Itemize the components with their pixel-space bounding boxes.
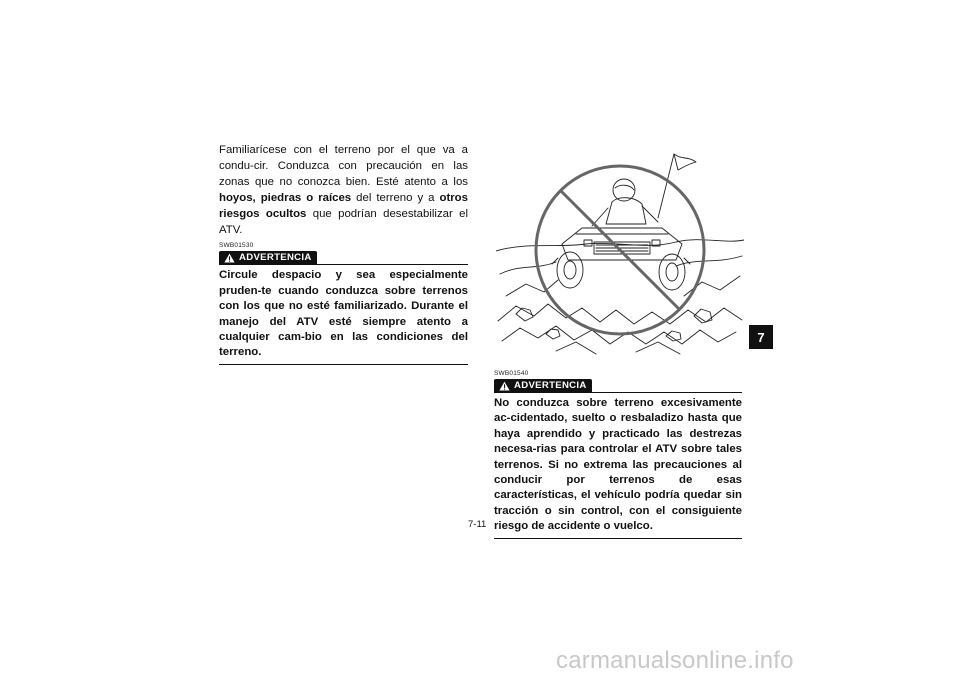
warning-code: SWB01530 <box>219 242 254 250</box>
warning-triangle-icon <box>224 253 235 263</box>
intro-bold-1: hoyos, piedras o raíces <box>219 191 352 204</box>
warning-text: No conduzca sobre terreno excesivamente ac-cidentado, suelto o resbaladizo hasta que haya aprendido y practicado las destrezas necesa-rias para controlar el ATV sobre tales terrenos. Si no extrema las precauciones al conducir por terrenos de esas características, el vehículo podría quedar sin tracción o sin control, con el consiguiente riesgo de accidente o vuelco. <box>494 397 742 533</box>
right-column <box>494 366 742 539</box>
left-column <box>219 143 468 365</box>
warning-triangle-icon <box>499 381 510 391</box>
page-number: 7-11 <box>468 519 487 530</box>
watermark: carmanualsonline.info <box>556 647 794 674</box>
atv-rough-terrain-prohibited-icon <box>496 146 744 360</box>
intro-text-2: del terreno y a <box>351 191 440 204</box>
intro-text-3: que podrían desestabilizar el ATV. <box>219 207 468 236</box>
warning-badge <box>219 251 317 264</box>
warning-end-rule <box>494 538 742 539</box>
warning-text: Circule despacio y sea especialmente pruden-te cuando conduzca sobre terrenos con los que no esté familiarizado. Durante el manejo del ATV esté siempre atento a cualquier cam-bio en las condiciones del terreno. <box>219 269 468 359</box>
warning-end-rule <box>219 364 468 365</box>
warning-badge <box>494 379 592 392</box>
warning-badge-label: ADVERTENCIA <box>514 380 587 391</box>
chapter-tab: 7 <box>749 325 773 349</box>
warning-code: SWB01540 <box>494 370 529 377</box>
intro-text-1: Familiarícese con el terreno por el que va a condu-cir. Conduzca con precaución en las zonas que no conozca bien. Esté atento a los <box>219 144 468 188</box>
warning-badge-label: ADVERTENCIA <box>239 252 312 264</box>
warning-header <box>219 251 468 265</box>
warning-header <box>494 379 742 393</box>
intro-bold-2: otros riesgos ocultos <box>219 191 468 220</box>
intro-paragraph <box>219 143 468 238</box>
